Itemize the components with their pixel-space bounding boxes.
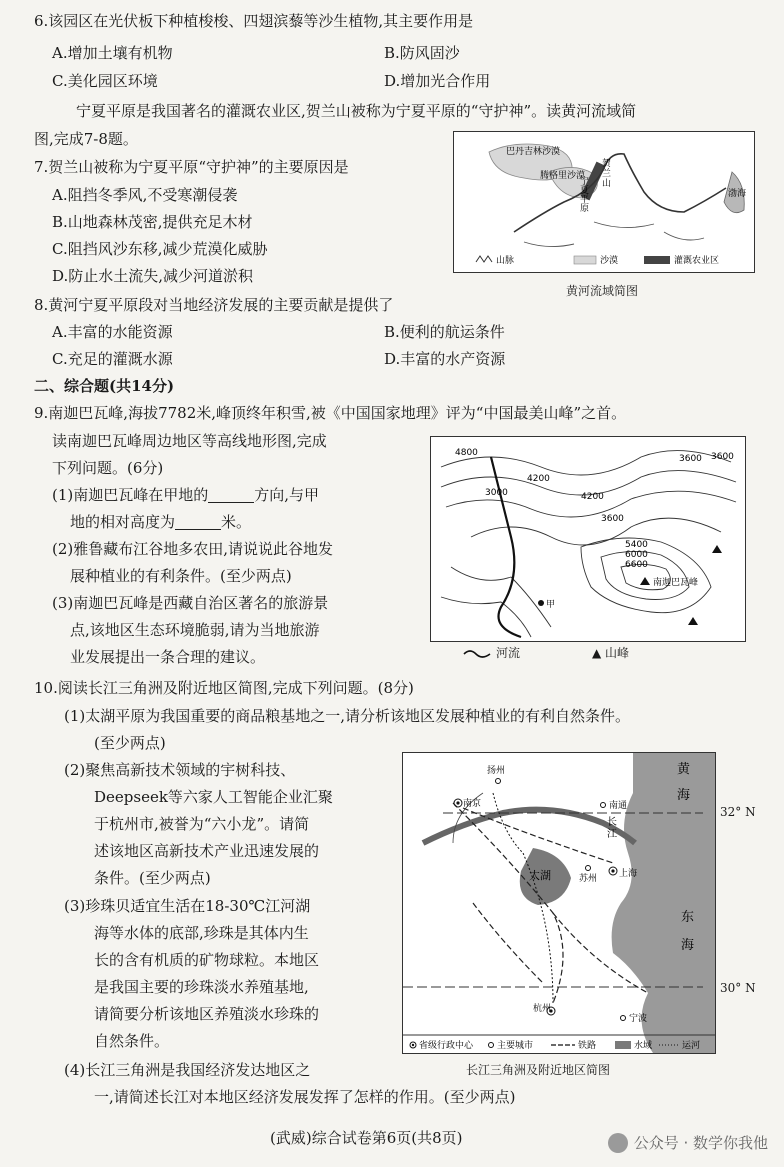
section-2-title: 二、综合题(共14分)	[34, 377, 175, 395]
jia-point	[538, 600, 544, 606]
water-hai2: 海	[681, 938, 695, 953]
watermark-text: 公众号 · 数学你我他	[633, 1133, 768, 1152]
water-hai1: 海	[677, 788, 691, 803]
map1-label-xia: 夏	[580, 186, 590, 196]
contour-label-7: 3600	[601, 514, 624, 524]
q6-option-a: A.增加土壤有机物	[52, 44, 173, 62]
contour-label-1: 4800	[455, 448, 478, 458]
legend-major-city: 主要城市	[497, 1041, 534, 1051]
q10-sub2-line4: 述该地区高新技术产业迅速发展的	[94, 842, 320, 860]
intro-78-line1: 宁夏平原是我国著名的灌溉农业区,贺兰山被称为宁夏平原的“守护神”。读黄河流域简	[76, 102, 637, 120]
q9-line1: 读南迦巴瓦峰周边地区等高线地形图,完成	[52, 432, 327, 450]
yangtze-delta-map-drawing	[403, 753, 715, 1053]
watermark	[608, 1133, 768, 1153]
contour-label-5: 3000	[485, 488, 508, 498]
legend-water: 水域	[634, 1041, 653, 1051]
q8-option-c: C.充足的灌溉水源	[52, 350, 173, 368]
q9-line2: 下列问题。(6分)	[52, 459, 164, 477]
city-suzhou: 苏州	[579, 874, 598, 884]
q10-sub1-line2: (至少两点)	[94, 734, 166, 752]
map1-label-shan: 山	[602, 179, 612, 189]
q6-option-c: C.美化园区环境	[52, 72, 158, 90]
map1-label-tengger: 腾格里沙漠	[540, 171, 586, 181]
q9-sub1a: (1)南迦巴瓦峰在甲地的	[52, 486, 209, 504]
q10-sub3-line5: 请简要分析该地区养殖淡水珍珠的	[94, 1005, 320, 1023]
q6-stem: 6.该园区在光伏板下种植梭梭、四翅滨藜等沙生植物,其主要作用是	[34, 12, 474, 30]
q9-sub2-line1: (2)雅鲁藏布江谷地多农田,请说说此谷地发	[52, 540, 334, 558]
q8-option-a: A.丰富的水能资源	[52, 323, 173, 341]
page-footer: (武威)综合试卷第6页(共8页)	[270, 1129, 463, 1147]
contour-label-9: 6000	[625, 550, 648, 560]
map1-legend-irrigation: 灌溉农业区	[674, 256, 720, 266]
map2-legend-peak-text: ▲ 山峰	[592, 646, 630, 660]
map1-label-ping: 平	[580, 195, 590, 205]
water-huang: 黄	[677, 762, 691, 777]
q9-blank-direction[interactable]	[208, 488, 254, 503]
contour-label-10: 6600	[625, 560, 648, 570]
yangtze-delta-map	[402, 752, 716, 1054]
city-nanjing: 南京	[463, 799, 482, 809]
q9-sub1-line2	[70, 515, 251, 530]
peak-icon-3	[688, 617, 698, 625]
yellow-river-map	[453, 131, 755, 273]
city-nantong: 南通	[609, 801, 628, 811]
map3-caption: 长江三角洲及附近地区简图	[466, 1063, 611, 1077]
q7-option-d: D.防止水土流失,减少河道淤积	[52, 267, 254, 285]
legend-canal: 运河	[682, 1041, 701, 1051]
contour-map	[430, 436, 746, 642]
peak-label: 南迦巴瓦峰	[653, 578, 699, 588]
legend-provincial-capital: 省级行政中心	[419, 1041, 474, 1051]
water-dong: 东	[681, 910, 695, 925]
city-yangzhou: 扬州	[487, 766, 506, 776]
contour-label-6: 4200	[581, 492, 604, 502]
q6-option-b: B.防风固沙	[384, 44, 460, 62]
q10-sub1-line1: (1)太湖平原为我国重要的商品粮基地之一,请分析该地区发展种植业的有利自然条件。	[64, 707, 631, 725]
map1-label-ning: 宁	[580, 177, 590, 187]
q9-sub1-line1	[52, 488, 319, 503]
map1-caption: 黄河流域简图	[566, 284, 639, 298]
contour-label-4: 4200	[527, 474, 550, 484]
map1-label-he: 贺	[602, 159, 612, 169]
q9-sub1d: 米。	[221, 513, 252, 531]
q7-option-c: C.阻挡风沙东移,减少荒漠化威胁	[52, 240, 268, 258]
q10-sub2-line2: Deepseek等六家人工智能企业汇聚	[94, 788, 333, 806]
yarlung-river	[491, 457, 521, 637]
water-taihu: 太湖	[529, 869, 551, 882]
q10-sub4-line2: 一,请简述长江对本地区经济发展发挥了怎样的作用。(至少两点)	[94, 1088, 516, 1106]
q10-sub3-line3: 长的含有机质的矿物球粒。本地区	[94, 951, 320, 969]
legend-railway: 铁路	[578, 1041, 597, 1051]
contour-map-drawing	[431, 437, 745, 641]
mountain-legend-icon	[476, 256, 492, 262]
contour-label-8: 5400	[625, 540, 648, 550]
q9-sub3-line1: (3)南迦巴瓦峰是西藏自治区著名的旅游景	[52, 594, 329, 612]
lat-32-label: 32° N	[720, 805, 756, 819]
water-jiang: 江	[607, 829, 617, 840]
q9-blank-height[interactable]	[175, 515, 221, 530]
city-shanghai: 上海	[619, 869, 638, 879]
q9-sub1b: 方向,与甲	[254, 486, 320, 504]
q10-sub3-line2: 海等水体的底部,珍珠是其体内生	[94, 924, 309, 942]
city-hangzhou: 杭州	[533, 1004, 552, 1014]
q7-option-a: A.阻挡冬季风,不受寒潮侵袭	[52, 186, 238, 204]
map2-legend-river: 河流	[496, 646, 521, 660]
irrigation-legend-swatch	[644, 256, 670, 264]
jia-label: 甲	[546, 600, 556, 610]
q10-sub3-line4: 是我国主要的珍珠淡水养殖基地,	[94, 978, 309, 996]
q7-stem: 7.贺兰山被称为宁夏平原“守护神”的主要原因是	[34, 158, 349, 176]
river-legend-icon	[462, 648, 492, 660]
map1-label-bohai: 渤海	[728, 189, 747, 199]
contour-label-2: 3600	[679, 454, 702, 464]
q10-sub3-line1: (3)珍珠贝适宜生活在18-30℃江河湖	[64, 897, 311, 915]
q9-sub3-line3: 业发展提出一条合理的建议。	[70, 648, 266, 666]
q10-sub2-line1: (2)聚焦高新技术领域的宇树科技、	[64, 761, 296, 779]
intro-78-line2: 图,完成7-8题。	[34, 130, 138, 148]
q10-sub2-line5: 条件。(至少两点)	[94, 869, 211, 887]
water-chang: 长	[607, 817, 617, 828]
lat-30-label: 30° N	[720, 981, 756, 995]
q9-sub2-line2: 展种植业的有利条件。(至少两点)	[70, 567, 292, 585]
peak-icon-2	[712, 545, 722, 553]
map1-label-yuan: 原	[580, 204, 590, 214]
map1-legend-mountain: 山脉	[496, 256, 515, 266]
q8-option-b: B.便利的航运条件	[384, 323, 505, 341]
map1-label-lan: 兰	[602, 169, 612, 179]
map2-legend-peak: 山峰	[605, 646, 630, 660]
q9-stem: 9.南迦巴瓦峰,海拔7782米,峰顶终年积雪,被《中国国家地理》评为“中国最美山峰”之首。	[34, 404, 627, 422]
q10-stem: 10.阅读长江三角洲及附近地区简图,完成下列问题。(8分)	[34, 679, 414, 697]
yellow-river-map-drawing	[454, 132, 754, 272]
q10-sub2-line3: 于杭州市,被誉为“六小龙”。请简	[94, 815, 310, 833]
map1-label-badain: 巴丹吉林沙漠	[506, 147, 561, 157]
q8-option-d: D.丰富的水产资源	[384, 350, 506, 368]
q10-sub3-line6: 自然条件。	[94, 1032, 170, 1050]
q9-sub1c: 地的相对高度为	[70, 513, 176, 531]
desert-legend-swatch	[574, 256, 596, 264]
peak-icon	[640, 577, 650, 585]
q9-sub3-line2: 点,该地区生态环境脆弱,请为当地旅游	[70, 621, 320, 639]
q6-option-d: D.增加光合作用	[384, 72, 491, 90]
map1-legend-desert: 沙漠	[600, 256, 619, 266]
city-ningbo: 宁波	[629, 1014, 648, 1024]
q10-sub4-line1: (4)长江三角洲是我国经济发达地区之	[64, 1061, 311, 1079]
wechat-logo-icon	[608, 1133, 628, 1153]
q7-option-b: B.山地森林茂密,提供充足木材	[52, 213, 253, 231]
contour-label-3: 3600	[711, 452, 734, 462]
q8-stem: 8.黄河宁夏平原段对当地经济发展的主要贡献是提供了	[34, 296, 394, 314]
